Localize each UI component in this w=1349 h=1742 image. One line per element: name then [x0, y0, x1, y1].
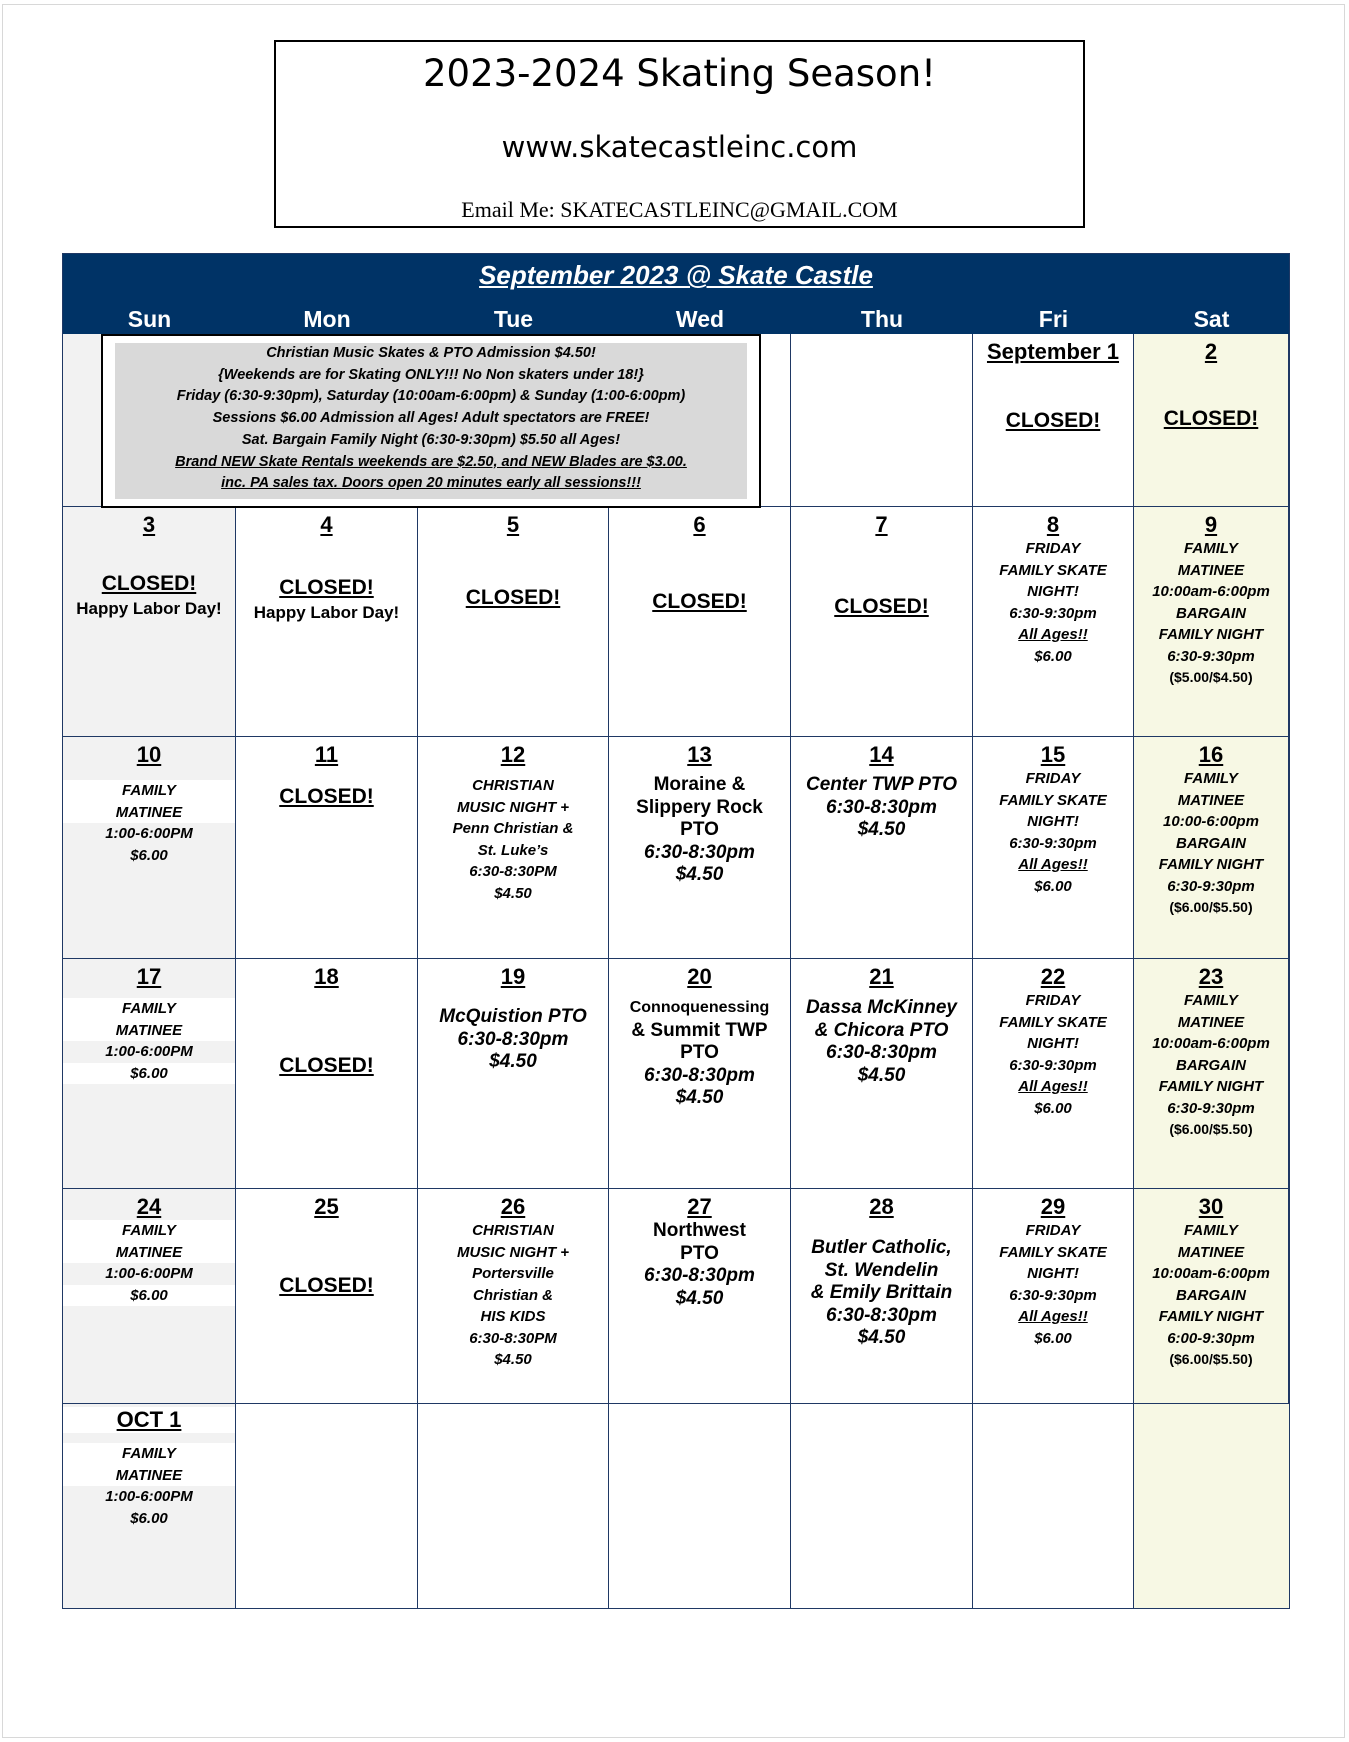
event-price: $6.00	[1034, 647, 1072, 665]
admission-notice	[101, 334, 761, 508]
event-line: PTO	[680, 819, 719, 840]
event-time: 10:00am-6:00pm	[1152, 583, 1270, 600]
day-cell-sep-17	[63, 959, 236, 1189]
day-number: 12	[500, 742, 526, 767]
notice-line: Brand NEW Skate Rentals weekends are $2.50, and NEW Blades are $3.00.	[175, 453, 687, 470]
event-line: Moraine &	[653, 774, 746, 795]
day-number: 24	[136, 1194, 162, 1219]
event-line: PTO	[680, 1042, 719, 1063]
event-line: CHRISTIAN	[472, 1222, 554, 1239]
event-time: 6:30-9:30pm	[1009, 1286, 1097, 1304]
day-cell-sep-3	[63, 507, 236, 737]
event-time: 1:00-6:00PM	[105, 825, 193, 842]
event-time: 6:30-8:30pm	[457, 1028, 569, 1050]
day-number: 13	[687, 742, 712, 767]
day-cell-sep-29	[973, 1189, 1134, 1404]
day-cell-empty	[1134, 1404, 1289, 1608]
event-line: FAMILY SKATE	[999, 1013, 1107, 1031]
event-time: 6:30-8:30pm	[826, 1304, 937, 1326]
event-line: FAMILY NIGHT	[1158, 1078, 1264, 1095]
day-number: 23	[1198, 964, 1224, 989]
event-block	[791, 774, 972, 842]
event-line: FRIDAY	[1025, 770, 1081, 787]
event-line: McQuistion PTO	[439, 1006, 587, 1027]
day-number: September 1	[986, 339, 1120, 364]
page-title: 2023-2024 Skating Season!	[423, 52, 936, 95]
event-line: FAMILY	[122, 1445, 176, 1462]
event-line: MUSIC NIGHT +	[456, 1243, 570, 1261]
event-block	[791, 1237, 972, 1350]
day-number: 20	[687, 964, 712, 989]
email-line[interactable]: Email Me: SKATECASTLEINC@GMAIL.COM	[461, 197, 898, 222]
event-time: 6:30-8:30pm	[826, 796, 937, 818]
event-line: All Ages!!	[1018, 856, 1088, 873]
event-line: PTO	[680, 1242, 719, 1264]
event-price: $4.50	[675, 1087, 724, 1108]
day-cell-empty	[791, 1404, 973, 1608]
event-time: 6:30-9:30pm	[1009, 1056, 1097, 1074]
event-line: FAMILY	[1184, 1222, 1238, 1239]
day-number: 8	[1046, 512, 1060, 537]
day-cell-sep-20	[609, 959, 791, 1189]
day-number: 30	[1198, 1194, 1224, 1219]
event-line: Center TWP PTO	[806, 774, 957, 795]
event-line: MATINEE	[115, 803, 183, 821]
event-line: FAMILY NIGHT	[1158, 856, 1264, 873]
day-number: 19	[500, 964, 526, 989]
day-number: 21	[869, 964, 894, 989]
event-price: $4.50	[494, 884, 532, 902]
day-header-tue: Tue	[493, 306, 534, 332]
event-block	[63, 998, 235, 1041]
event-price: $6.00	[1034, 1099, 1072, 1117]
closed-label: CLOSED!	[1163, 407, 1259, 430]
day-cell-sep-24	[63, 1189, 236, 1404]
day-cell-sep-25	[236, 1189, 418, 1404]
event-block	[418, 775, 608, 904]
notice-line: Christian Music Skates & PTO Admission $4.50!	[266, 345, 596, 361]
day-number: 3	[142, 512, 156, 537]
event-line: FAMILY SKATE	[999, 561, 1107, 579]
day-number: 18	[314, 964, 339, 989]
day-cell-sep-16	[1134, 737, 1289, 959]
closed-label: CLOSED!	[834, 595, 929, 618]
event-line: MATINEE	[115, 1466, 183, 1484]
event-time: 10:00am-6:00pm	[1152, 1035, 1270, 1052]
event-time: 6:30-8:30pm	[826, 1042, 937, 1063]
event-price: $4.50	[489, 1051, 537, 1072]
event-price: $6.00	[1034, 1329, 1072, 1347]
event-price: ($6.00/$5.50)	[1169, 899, 1253, 915]
event-block	[418, 1006, 608, 1074]
event-price: $4.50	[675, 1287, 724, 1309]
event-line: MATINEE	[115, 1021, 183, 1039]
event-block	[63, 1220, 235, 1263]
event-time: 1:00-6:00PM	[105, 1265, 193, 1282]
event-line: CHRISTIAN	[472, 777, 554, 794]
event-line: Penn Christian &	[452, 820, 574, 837]
event-line: Dassa McKinney	[805, 997, 957, 1018]
event-line: FAMILY NIGHT	[1158, 1308, 1264, 1325]
holiday-note: Happy Labor Day!	[253, 603, 400, 622]
day-number: 7	[875, 512, 888, 537]
event-time: 1:00-6:00PM	[105, 1043, 193, 1060]
day-number: 15	[1040, 742, 1066, 767]
event-time: 6:30-8:30PM	[469, 1329, 557, 1347]
event-line: MATINEE	[1177, 1013, 1245, 1031]
event-line: MATINEE	[1177, 791, 1245, 809]
event-price: $6.00	[130, 1509, 168, 1527]
day-number: 5	[506, 512, 520, 537]
day-cell-sep-11	[236, 737, 418, 959]
day-cell-sep-6	[609, 507, 791, 737]
event-block	[609, 997, 790, 1110]
day-cell-empty	[791, 334, 973, 507]
event-line: NIGHT!	[1027, 813, 1079, 830]
day-number: 6	[693, 512, 706, 537]
day-cell-sep-23	[1134, 959, 1289, 1189]
notice-line: inc. PA sales tax. Doors open 20 minutes early all sessions!!!	[221, 475, 641, 492]
event-line: Slippery Rock	[636, 796, 763, 818]
event-line: MATINEE	[115, 1243, 183, 1261]
event-price: $4.50	[675, 864, 724, 885]
day-cell-empty	[973, 1404, 1134, 1608]
day-number: 14	[869, 742, 894, 767]
day-cell-sep-2	[1134, 334, 1289, 507]
event-time: 6:30-9:30pm	[1167, 647, 1255, 665]
day-cell-sep-21	[791, 959, 973, 1189]
calendar-header	[63, 254, 1289, 334]
day-cell-sep-15	[973, 737, 1134, 959]
event-time: 10:00-6:00pm	[1163, 813, 1259, 830]
event-line: & Chicora PTO	[814, 1019, 949, 1041]
day-cell-sep-18	[236, 959, 418, 1189]
website-link[interactable]: www.skatecastleinc.com	[501, 130, 858, 164]
day-header-thu: Thu	[860, 306, 904, 332]
day-cell-empty	[418, 1404, 609, 1608]
event-line: Butler Catholic,	[811, 1237, 952, 1258]
day-cell-sep-9	[1134, 507, 1289, 737]
event-price: $6.00	[63, 1063, 235, 1085]
event-price: $4.50	[857, 819, 906, 840]
event-price: $4.50	[857, 1327, 906, 1348]
event-line: FRIDAY	[1025, 1222, 1081, 1239]
notice-line: Friday (6:30-9:30pm), Saturday (10:00am-6:00pm) & Sunday (1:00-6:00pm)	[176, 388, 686, 405]
day-cell-empty	[236, 1404, 418, 1608]
notice-line: {Weekends are for Skating ONLY!!! No Non skaters under 18!}	[218, 366, 644, 383]
event-line: MATINEE	[1177, 1243, 1245, 1261]
event-line: HIS KIDS	[480, 1308, 546, 1325]
event-time: 6:30-9:30pm	[1009, 604, 1097, 622]
closed-label: CLOSED!	[279, 1274, 374, 1297]
day-header-mon: Mon	[303, 306, 351, 332]
event-line: BARGAIN	[1176, 834, 1246, 852]
event-price: $4.50	[494, 1351, 532, 1368]
event-line: FRIDAY	[1025, 540, 1081, 557]
event-line: FAMILY	[122, 1000, 176, 1017]
day-cell-sep-8	[973, 507, 1134, 737]
notice-line: Sat. Bargain Family Night (6:30-9:30pm) $5.50 all Ages!	[241, 431, 621, 448]
day-cell-sep-30	[1134, 1189, 1289, 1404]
event-block	[63, 780, 235, 823]
event-time: 10:00am-6:00pm	[1152, 1265, 1270, 1282]
day-cell-sep-7	[791, 507, 973, 737]
day-cell-sep-14	[791, 737, 973, 959]
event-line: FAMILY SKATE	[999, 1243, 1107, 1261]
event-block	[63, 1443, 235, 1486]
day-header-fri: Fri	[1038, 306, 1069, 332]
closed-label: CLOSED!	[1005, 409, 1101, 432]
event-time: 6:30-9:30pm	[1009, 834, 1097, 852]
event-price: $6.00	[63, 1285, 235, 1307]
event-line: Connoquenessing	[629, 999, 770, 1016]
day-number: 26	[500, 1194, 526, 1219]
day-number: 2	[1204, 339, 1218, 364]
event-line: BARGAIN	[1176, 1056, 1246, 1074]
event-line: MUSIC NIGHT +	[456, 798, 570, 816]
day-header-sun: Sun	[127, 306, 172, 332]
event-price: ($5.00/$4.50)	[1169, 669, 1253, 685]
event-line: MATINEE	[1177, 561, 1245, 579]
day-number: 11	[314, 742, 339, 767]
event-line: St. Luke’s	[477, 841, 549, 859]
event-time: 6:30-8:30pm	[644, 1064, 755, 1086]
event-line: & Emily Brittain	[810, 1282, 953, 1303]
closed-label: CLOSED!	[279, 785, 374, 808]
event-price: ($6.00/$5.50)	[1169, 1121, 1253, 1137]
day-number: 10	[136, 742, 162, 767]
event-line: FAMILY	[1184, 540, 1238, 557]
event-line: & Summit TWP	[631, 1019, 768, 1041]
closed-label: CLOSED!	[101, 572, 197, 595]
day-cell-sep-13	[609, 737, 791, 959]
event-time: 6:30-8:30pm	[644, 1265, 755, 1286]
closed-label: CLOSED!	[279, 1054, 374, 1077]
event-line: FAMILY	[122, 782, 176, 799]
day-cell-sep-12	[418, 737, 609, 959]
event-price: ($6.00/$5.50)	[1169, 1351, 1253, 1367]
event-line: FAMILY	[1184, 770, 1238, 787]
event-line: All Ages!!	[1018, 626, 1088, 643]
event-block	[609, 774, 790, 887]
day-number: 22	[1040, 964, 1066, 989]
event-line: FAMILY	[1184, 992, 1238, 1009]
day-header-sat: Sat	[1193, 306, 1230, 332]
day-cell-empty	[609, 1404, 791, 1608]
day-number: 25	[314, 1194, 339, 1219]
holiday-note: Happy Labor Day!	[76, 599, 222, 618]
event-line: St. Wendelin	[824, 1259, 939, 1281]
notice-line: Sessions $6.00 Admission all Ages! Adult spectators are FREE!	[212, 410, 650, 427]
day-number: 29	[1040, 1194, 1066, 1219]
event-price: $4.50	[857, 1064, 906, 1086]
event-time: 6:30-8:30pm	[644, 841, 755, 863]
event-line: BARGAIN	[1176, 1286, 1246, 1304]
event-line: BARGAIN	[1176, 604, 1246, 622]
event-price: $6.00	[130, 846, 168, 864]
event-time: 6:30-9:30pm	[1167, 1099, 1255, 1117]
day-cell-sep-26	[418, 1189, 609, 1404]
event-line: NIGHT!	[1027, 583, 1079, 600]
day-cell-sep-22	[973, 959, 1134, 1189]
event-line: NIGHT!	[1027, 1265, 1079, 1282]
day-number: 27	[687, 1194, 712, 1219]
day-number: 4	[320, 512, 333, 537]
closed-label: CLOSED!	[652, 590, 747, 613]
day-cell-sep-5	[418, 507, 609, 737]
event-time: 6:30-8:30PM	[469, 863, 557, 880]
event-price: $6.00	[1034, 877, 1072, 895]
day-cell-sep-28	[791, 1189, 973, 1404]
day-number: 9	[1204, 512, 1218, 537]
event-line: FRIDAY	[1025, 992, 1081, 1009]
event-line: FAMILY SKATE	[999, 791, 1107, 809]
notice-text	[115, 343, 747, 499]
event-time: 6:00-9:30pm	[1167, 1329, 1255, 1347]
event-block	[791, 997, 972, 1087]
event-time: 6:30-9:30pm	[1167, 877, 1255, 895]
day-cell-sep-1	[973, 334, 1134, 507]
event-time: 1:00-6:00PM	[105, 1488, 193, 1505]
day-cell-oct-1	[63, 1404, 236, 1608]
closed-label: CLOSED!	[279, 576, 374, 599]
event-line: NIGHT!	[1027, 1035, 1079, 1052]
day-header-wed: Wed	[675, 306, 725, 332]
month-title: September 2023 @ Skate Castle	[479, 260, 873, 290]
event-line: FAMILY NIGHT	[1158, 626, 1264, 643]
day-number: 16	[1198, 742, 1224, 767]
event-line: Northwest	[653, 1220, 746, 1241]
day-cell-sep-10	[63, 737, 236, 959]
day-number: 17	[136, 964, 162, 989]
event-line: Portersville	[472, 1265, 554, 1282]
day-cell-sep-4	[236, 507, 418, 737]
day-number: 28	[869, 1194, 894, 1219]
day-cell-sep-27	[609, 1189, 791, 1404]
day-cell-sep-19	[418, 959, 609, 1189]
event-line: FAMILY	[122, 1222, 176, 1239]
day-number: OCT 1	[63, 1407, 235, 1433]
header-box	[274, 40, 1085, 228]
closed-label: CLOSED!	[465, 586, 561, 609]
event-line: All Ages!!	[1018, 1078, 1088, 1095]
event-line: All Ages!!	[1018, 1308, 1088, 1325]
event-line: Christian &	[472, 1286, 553, 1304]
